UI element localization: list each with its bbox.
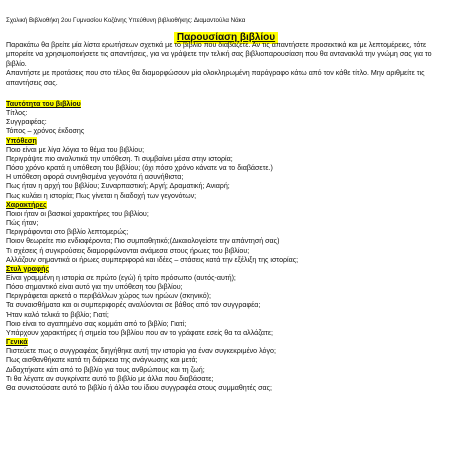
intro-text — [6, 41, 446, 88]
question-line: Ποιο είναι το αγαπημένο σας κομμάτι από το βιβλίο; Γιατί; — [6, 319, 187, 328]
question-line: Ήταν καλό τελικά το βιβλίο; Γιατί; — [6, 310, 109, 319]
section-heading-general: Γενικά — [6, 338, 28, 347]
document-title: Παρουσίαση βιβλίου — [174, 32, 278, 44]
question-line: Ποιο είναι με λίγα λόγια το θέμα του βιβλίου; — [6, 145, 145, 154]
question-sections — [6, 100, 446, 393]
question-line: Τι σχέσεις ή συγκρούσεις διαμορφώνονται ανάμεσα στους ήρωες του βιβλίου; — [6, 246, 250, 255]
question-line: Υπάρχουν χαρακτήρες ή σημεία του βιβλίου που αν το γράφατε εσείς θα τα αλλάζατε; — [6, 328, 273, 337]
school-library-header: Σχολική Βιβλιοθήκη 2ου Γυμνασίου Κοζάνης Υπεύθυνη βιβλιοθήκης: Διαμαντούλα Νάκα — [6, 17, 246, 24]
question-line: Τι θα λέγατε αν συγκρίνατε αυτό το βιβλίο με άλλα που διαβάσατε; — [6, 374, 214, 383]
question-line: Η υπόθεση αφορά συνηθισμένα γεγονότα ή ασυνήθιστα; — [6, 173, 184, 182]
intro-paragraph-1: Παρακάτω θα βρείτε μία λίστα ερωτήσεων σχετικά με το βιβλίο που διαβάζετε. Αν τις απαντήσετε προσεκτικά και με λεπτομέρειες, τότε μπορείτε να χρησιμοποιήσετε τις απαντήσεις, για να γράψετε την τελική σας βιβλιοπαρουσίαση που θα αντανακλά την γνώμη σας για το βιβλίο. — [6, 41, 432, 68]
question-line: Πως ήταν η αρχή του βιβλίου; Συναρπαστική; Αργή; Δραματική; Ανιαρή; — [6, 182, 230, 191]
question-line: Πως αισθανθήκατε κατά τη διάρκεια της ανάγνωσης και μετά; — [6, 356, 198, 365]
section-heading-characters: Χαρακτήρες — [6, 200, 47, 209]
question-line: Περιγράφονται στο βιβλίο λεπτομερώς; — [6, 228, 129, 237]
question-line: Ποιον θεωρείτε πιο ενδιαφέροντα; Πιο συμπαθητικό;(Δικαιολογείστε την απάντησή σας) — [6, 237, 280, 246]
section-heading-style: Στυλ γραφής — [6, 264, 50, 273]
question-line: Πώς ήταν; — [6, 219, 39, 228]
question-line: Είναι γραμμένη η ιστορία σε πρώτο (εγώ) ή τρίτο πρόσωπο (αυτός-αυτή); — [6, 273, 236, 282]
question-line: Τίτλος: — [6, 109, 28, 118]
question-line: Τόπος – χρόνος έκδοσης — [6, 127, 85, 136]
question-line: Τα συναισθήματα και οι συμπεριφορές αναλύονται σε βάθος από τον συγγραφέα; — [6, 301, 261, 310]
question-line: Πόσο σημαντικό είναι αυτό για την υπόθεση του βιβλίου; — [6, 283, 183, 292]
question-line: Πόσο χρόνο κρατά η υπόθεση του βιβλίου; (όχι πόσο χρόνο κάνατε να το διαβάσετε.) — [6, 164, 273, 173]
question-line: Αλλάζουν σημαντικά οι ήρωες συμπεριφορά και ιδέες – στάσεις κατά την εξέλιξη της ιστορίας; — [6, 255, 299, 264]
question-line: Πιστεύετε πως ο συγγραφέας διηγήθηκε αυτή την ιστορία για έναν συγκεκριμένο λόγο; — [6, 347, 276, 356]
section-heading-identity: Ταυτότητα του βιβλίου — [6, 100, 81, 108]
question-line: Περιγράψτε πιο αναλυτικά την υπόθεση. Τι συμβαίνει μέσα στην ιστορία; — [6, 154, 233, 163]
question-line: Περιγράφεται αρκετά ο περιβάλλων χώρος των ηρώων (σκηνικό); — [6, 292, 211, 301]
question-line: Διδαχτήκατε κάτι από το βιβλίο για τους ανθρώπους και τη ζωή; — [6, 365, 205, 374]
question-line: Πως κυλάει η ιστορία; Πως γίνεται η διαδοχή των γεγονότων; — [6, 191, 197, 200]
section-heading-plot: Υπόθεση — [6, 136, 37, 145]
intro-paragraph-2: Απαντήστε με προτάσεις που στο τέλος θα διαμορφώσουν μία ολοκληρωμένη παράγραφο κάτω από τον κάθε τίτλο. Μην αριθμείτε τις απαντήσεις σας. — [6, 69, 425, 87]
question-line: Ποιοι ήταν οι βασικοί χαρακτήρες του βιβλίου; — [6, 209, 149, 218]
question-line: Θα συνιστούσατε αυτό το βιβλίο ή άλλο του ίδιου συγγραφέα στους συμμαθητές σας; — [6, 383, 272, 392]
question-line: Συγγραφέας: — [6, 118, 47, 127]
